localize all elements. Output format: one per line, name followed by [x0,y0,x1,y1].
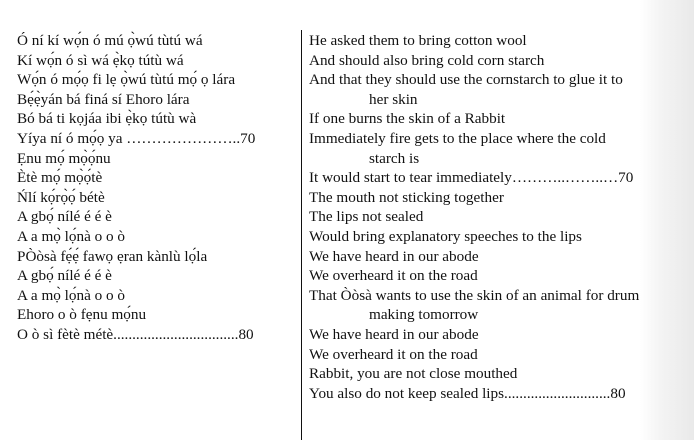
translation-line-text: You also do not keep sealed lips............................80 [309,384,626,402]
translation-line [309,364,679,384]
english-translation-column [309,31,679,403]
translation-line [309,266,679,286]
translation-line-text: It would start to tear immediately………..……..…70 [309,169,634,187]
verse-line: Wọ́n ó mọ́ọ fi lẹ ọ̀wú tùtú mọ́ ọ lára [17,71,236,89]
translation-line [309,51,679,71]
translation-line [309,227,679,247]
verse-line: Yíya ní ó mọ́ọ ya …………………..70 [17,129,256,147]
verse-line: O ò sì fètè métè.................................80 [17,325,254,343]
translation-line [309,325,679,345]
verse-line: A a mọ̀ lọ́nà o o ò [17,286,125,304]
translation-line [309,109,679,129]
verse-line: Bẹ́ẹ̀yán bá finá sí Ehoro lára [17,90,190,108]
translation-line [309,247,679,267]
translation-line-text: We have heard in our abode [309,247,479,265]
translation-line [309,384,679,404]
translation-line [309,129,679,168]
translation-line [309,286,679,325]
verse-line: A a mọ̀ lọ́nà o o ò [17,227,125,245]
verse-line: Ńlí kọ́rọ̀ọ́ bétè [17,188,105,206]
verse-line: Ehoro o ò fẹnu mọ́nu [17,306,147,324]
translation-line [309,345,679,365]
verse-line: Ó ní kí wọ́n ó mú ọ̀wú tùtú wá [17,32,203,49]
translation-line-text: And should also bring cold corn starch [309,51,545,69]
translation-line-text: The lips not sealed [309,208,424,226]
translation-line [309,31,679,51]
verse-line: Ètè mọ́ mọ̀ọ́tè [17,169,103,187]
translation-line-text: We overheard it on the road [309,267,478,285]
column-divider [301,30,302,440]
verse-line: PÒòsà fẹ́ẹ́ fawọ ẹran kànlù lọ́la [17,247,208,265]
verse-line: Bó bá ti kọjáa ibi ẹ̀kọ tútù wà [17,110,197,128]
translation-line [309,188,679,208]
translation-line-continuation: starch is [369,149,420,167]
translation-line [309,207,679,227]
translation-line [309,70,679,109]
translation-line-text: He asked them to bring cotton wool [309,32,527,49]
translation-line-text: The mouth not sticking together [309,188,504,206]
translation-line-continuation: her skin [369,90,418,108]
translation-line-text: Would bring explanatory speeches to the lips [309,227,582,245]
translation-line-text: Rabbit, you are not close mouthed [309,365,518,383]
translation-line-text: We have heard in our abode [309,325,479,343]
verse-line: A gbọ́ nílé é é è [17,267,112,285]
translation-line-text: That Òòsà wants to use the skin of an animal for drum [309,286,640,304]
translation-line-text: If one burns the skin of a Rabbit [309,110,506,128]
verse-line: A gbọ́ nílé é é è [17,208,112,226]
verse-line: Kí wọ́n ó sì wá ẹ̀kọ tútù wá [17,51,184,69]
translation-line-text: And that they should use the cornstarch to glue it to [309,71,623,89]
translation-line [309,168,679,188]
translation-line-text: We overheard it on the road [309,345,478,363]
translation-line-text: Immediately fire gets to the place where the cold [309,129,606,147]
yoruba-verse-column [17,31,299,345]
translation-line-continuation: making tomorrow [369,306,479,324]
verse-line: Ẹnu mọ́ mọ̀ọ́nu [17,149,111,167]
